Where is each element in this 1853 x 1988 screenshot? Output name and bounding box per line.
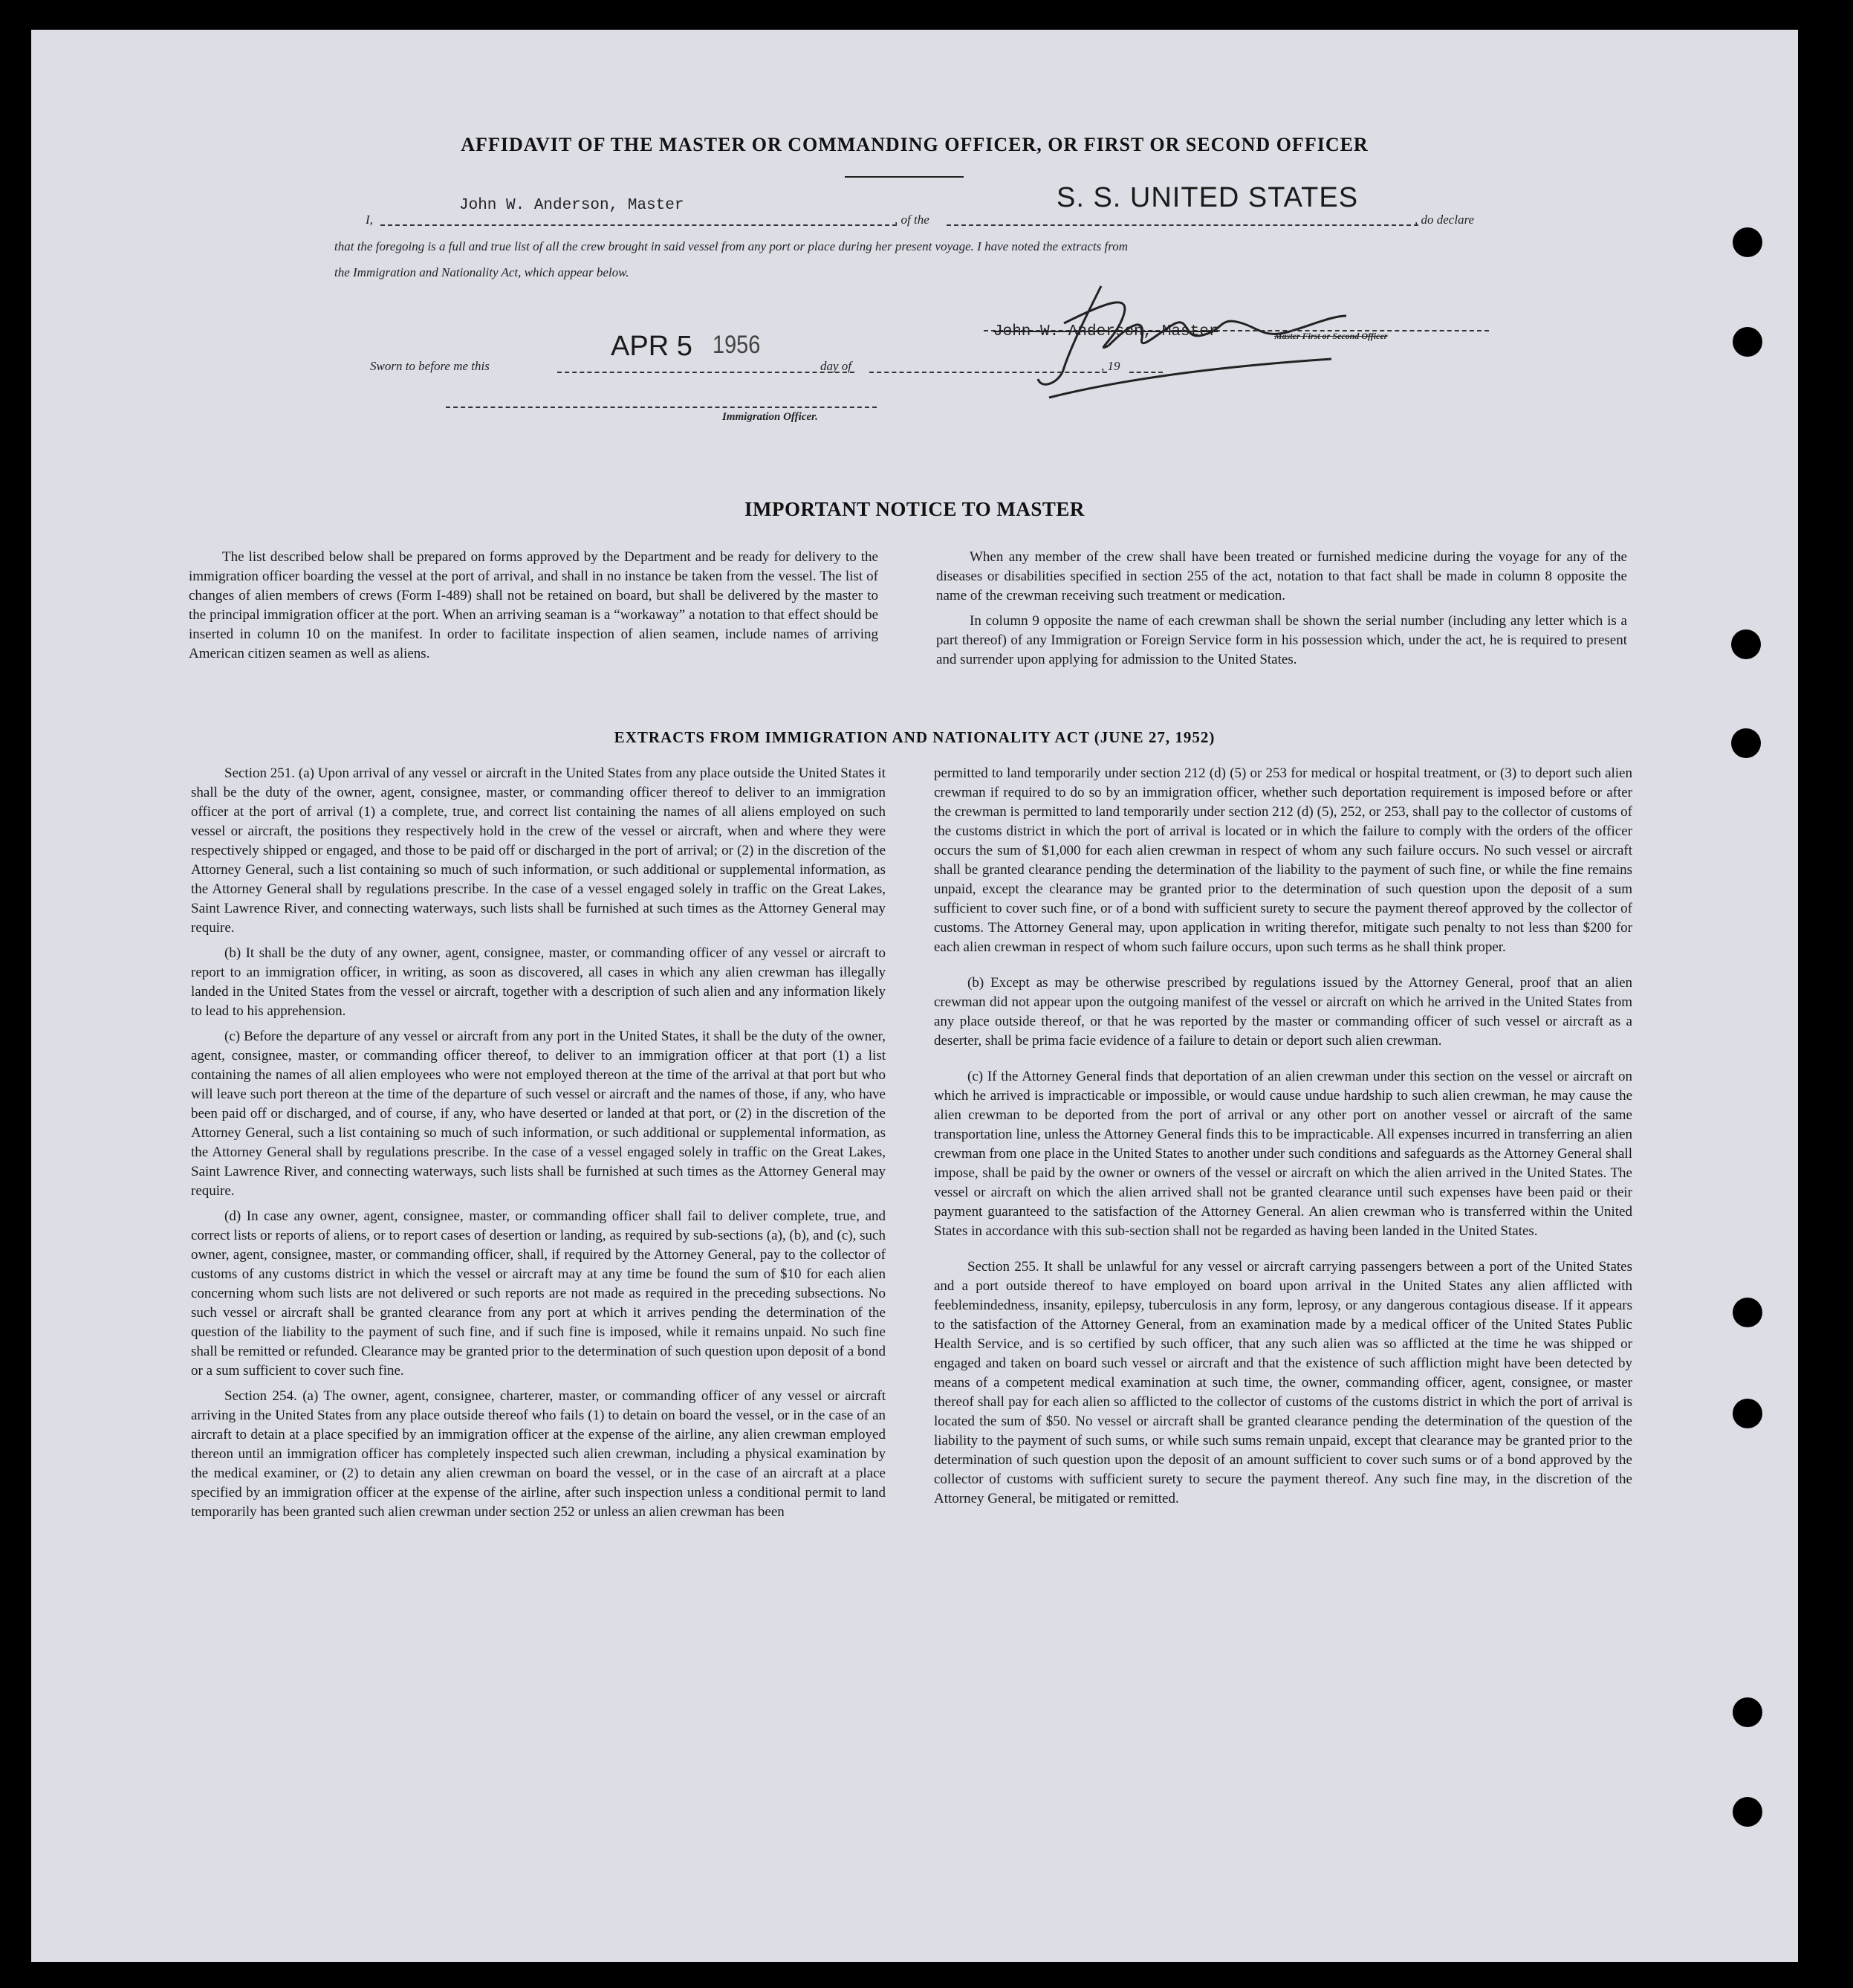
section-251-a: Section 251. (a) Upon arrival of any vessel or aircraft in the United States from any place outside the United States it shall be the duty of the owner, agent, consignee, master, or commanding officer thereof to deliver to an immigration officer at the port of arrival (1) a complete, true, and correct list containing the names of all aliens employed on such vessel or aircraft, the positions they respectively hold in the crew of the vessel or aircraft, when and where they were respectively shipped or engaged, and those to be paid off or discharged in the port of arrival; or (2) in the discretion of the Attorney General, such a list containing so much of such information, or such additional or supplemental information, as the Attorney General shall by regulations prescribe. In the case of a vessel engaged solely in traffic on the Great Lakes, Saint Lawrence River, and connecting waterways, such lists shall be furnished at such times as the Attorney General may require. — [191, 765, 886, 936]
punch-hole — [1733, 227, 1762, 257]
notice-right-column — [936, 548, 1627, 676]
section-254-a-cont: permitted to land temporarily under section 212 (d) (5) or 253 for medical or hospital treatment, or (3) to deport such alien crewman if required to do so by an immigration officer, whether such deportation requirement is imposed before or after the crewman is permitted to land temporarily under section 212 (d) (5), 252, or 253, shall pay to the collector of customs of the customs district in which the port of arrival is located or in which the failure to comply with the orders of the officer occurs the sum of $1,000 for each alien crewman in respect of whom any such failure occurs. No such vessel or aircraft shall be granted clearance pending the determination of the liability to the payment of such fine, or while the fine remains unpaid, except the clearance may be granted prior to the determination of such question upon the deposit of a sum sufficient to cover such fine, or of a bond with sufficient surety to secure the payment thereof approved by the collector of customs. The Attorney General may, upon application in writing therefor, mitigate such penalty to not less than $200 for each alien crewman in respect of whom such failure occurs, upon such terms as he shall think proper. — [934, 765, 1632, 955]
handwritten-signature — [1019, 271, 1376, 412]
year-stamp: 1956 — [713, 331, 761, 359]
declaration-line2: the Immigration and Nationality Act, which appear below. — [334, 265, 629, 279]
date-stamp: APR 5 — [611, 331, 692, 362]
declaration-line1: that the foregoing is a full and true list of all the crew brought in said vessel from any port or place during her present voyage. I have noted the extracts from — [334, 239, 1129, 253]
punch-hole — [1733, 1399, 1762, 1428]
sworn-label: Sworn to before me this — [370, 359, 490, 373]
sworn-date-blank — [557, 372, 854, 373]
extracts-left-column — [191, 764, 886, 1528]
title-rule — [845, 176, 964, 178]
vessel-blank — [947, 224, 1418, 226]
punch-hole — [1733, 1298, 1762, 1327]
notice-left-column — [189, 548, 878, 670]
punch-hole — [1733, 327, 1762, 357]
notice-right-paragraph-2: In column 9 opposite the name of each crewman shall be shown the serial number (including any letter which is a part thereof) of any Immigration or Foreign Service form in his possession which, under the act, he is required to present and surrender upon applying for admission to the United States. — [936, 613, 1627, 667]
do-declare-label: , do declare — [1415, 213, 1475, 227]
punch-hole — [1731, 629, 1761, 659]
punch-hole — [1733, 1697, 1762, 1727]
officer-signature-line — [446, 407, 877, 408]
punch-hole — [1731, 728, 1761, 758]
section-254-b: (b) Except as may be otherwise prescribed by regulations issued by the Attorney General, proof that an alien crewman did not appear upon the outgoing manifest of the vessel or aircraft on which he arrived in the United States from any place outside thereof, or that he was reported by the master or commanding officer of such vessel or aircraft as a deserter, shall be prima facie evidence of a failure to detain or deport such alien crewman. — [934, 975, 1632, 1049]
section-251-b: (b) It shall be the duty of any owner, agent, consignee, master, or commanding officer of any vessel or aircraft to report to an immigration officer, in writing, as soon as discovered, all cases in which any alien crewman has illegally landed in the United States from the vessel or aircraft, together with a description of such alien and any information likely to lead to his apprehension. — [191, 945, 886, 1019]
document-page — [31, 30, 1798, 1962]
of-the-label: , of the — [895, 213, 929, 227]
signature-role-struck: Master First or Second Officer — [1274, 331, 1388, 341]
year-blank — [1129, 372, 1163, 373]
name-blank — [380, 224, 897, 226]
notice-right-paragraph-1: When any member of the crew shall have been treated or furnished medicine during the voyage for any of the diseases or disabilities specified in section 255 of the act, notation to that fact shall be made in column 8 opposite the name of the crewman receiving such treatment or medication. — [936, 549, 1627, 603]
punch-hole — [1733, 1797, 1762, 1827]
day-of-label: day of — [820, 359, 852, 373]
month-blank — [869, 372, 1107, 373]
affidavit-title: AFFIDAVIT OF THE MASTER OR COMMANDING OFFICER, OR FIRST OR SECOND OFFICER — [461, 134, 1369, 155]
extracts-right-column — [934, 764, 1632, 1515]
section-255: Section 255. It shall be unlawful for any vessel or aircraft carrying passengers between a port of the United States and a port outside thereof to have employed on board upon arrival in the United States any alien afflicted with feeblemindedness, insanity, epilepsy, tuberculosis in any form, leprosy, or any dangerous contagious disease. If it appears to the satisfaction of the Attorney General, from an examination made by a medical officer of the United States Public Health Service, and is so certified by such officer, that any such alien was so afflicted at the time he was shipped or engaged and taken on board such vessel or aircraft and that the existence of such affliction might have been detected by means of a competent medical examination at such time, the owner, commanding officer, agent, consignee, or master thereof shall pay for each alien so afflicted to the collector of customs of the customs district in which the port of arrival is located the sum of $50. No vessel or aircraft shall be granted clearance pending the determination of the question of the liability to the payment of such sums, or while such sums remain unpaid, except that clearance may be granted prior to the determination of such question upon the deposit of an amount sufficient to cover such sums or of a bond approved by the collector of customs with sufficient surety to secure the payment thereof. Any such fine may, in the discretion of the Attorney General, be mitigated or remitted. — [934, 1259, 1632, 1506]
section-254-a: Section 254. (a) The owner, agent, consignee, charterer, master, or commanding officer of any vessel or aircraft arriving in the United States from any place outside thereof who fails (1) to detain on board the vessel, or in the case of an aircraft to detain at a place specified by an immigration officer at the expense of the airline, any alien crewman employed thereon until an immigration officer has completely inspected such alien crewman, including a physical examination by the medical examiner, or (2) to detain any alien crewman on board the vessel, or in the case of an aircraft at a place specified by an immigration officer at the expense of the airline, after such inspection unless a conditional permit to land temporarily has been granted such alien crewman under section 252 or unless an alien crewman has been — [191, 1388, 886, 1520]
section-251-c: (c) Before the departure of any vessel or aircraft from any port in the United States, it shall be the duty of the owner, agent, consignee, master, or commanding officer thereof, to deliver to an immigration officer at that port (1) a list containing the names of all alien employees who were not employed thereon at the time of the arrival at that port but who will leave such port thereon at the time of the departure of such vessel or aircraft and the names of those, if any, who have been paid off or discharged, and of course, if any, who have deserted or landed at that port, or (2) in the discretion of the Attorney General, such a list containing so much of such information, or such additional or supplemental information, as the Attorney General shall by regulations prescribe. In the case of a vessel engaged solely in traffic on the Great Lakes, Saint Lawrence River, and connecting waterways, such lists shall be furnished at such times as the Attorney General may require. — [191, 1029, 886, 1199]
signature-typed: John W. Anderson, Master — [993, 323, 1218, 340]
year-prefix-label: , 19 — [1101, 359, 1120, 373]
vessel-filled: S. S. UNITED STATES — [1057, 182, 1359, 213]
notice-title: IMPORTANT NOTICE TO MASTER — [744, 498, 1085, 520]
section-251-d: (d) In case any owner, agent, consignee, master, or commanding officer shall fail to deliver complete, true, and correct lists or reports of aliens, or to report cases of desertion or landing, as required by sub-sections (a), (b), and (c), such owner, agent, consignee, master, or commanding officer, shall, if required by the Attorney General, pay to the collector of customs of any customs district in which the vessel or aircraft may at any time be found the sum of $10 for each alien concerning whom such lists are not delivered or such reports are not made as required in the preceding subsections. No such vessel or aircraft shall be granted clearance from any port at which it arrives pending the determination of the question of the liability to the payment of such fine, and if such fine is imposed, while it remains unpaid. No such fine shall be remitted or refunded. Clearance may be granted prior to the determination of such question upon deposit of a bond or a sum sufficient to cover such fine. — [191, 1208, 886, 1379]
notice-left-paragraph: The list described below shall be prepared on forms approved by the Department and be ready for delivery to the immigration officer boarding the vessel at the port of arrival, and shall in no instance be taken from the vessel. The list of changes of alien members of crews (Form I-489) shall not be retained on board, but shall be delivered by the master to the principal immigration officer at the port. When an arriving seaman is a “workaway” a notation to that effect should be inserted in column 10 on the manifest. In order to facilitate inspection of alien seamen, include names of arriving American citizen seamen as well as aliens. — [189, 549, 878, 661]
officer-label: Immigration Officer. — [722, 411, 818, 423]
section-254-c: (c) If the Attorney General finds that deportation of an alien crewman under this section on the vessel or aircraft on which he arrived is impracticable or impossible, or would cause undue hardship to such alien crewman, he may cause the alien crewman to be deported from the port of arrival or any other port on another vessel or aircraft of the same transportation line, unless the Attorney General finds this to be impracticable. All expenses incurred in transferring an alien crewman from one place in the United States to another under such conditions and safeguards as the Attorney General shall impose, shall be paid by the owner or owners of the vessel or aircraft on which the alien arrived in the United States. The vessel or aircraft on which the alien arrived shall not be granted clearance until such expenses have been paid or their payment guaranteed to the satisfaction of the Attorney General. An alien crewman who is transferred within the United States in accordance with this sub-section shall not be regarded as having been landed in the United States. — [934, 1069, 1632, 1239]
extracts-title: EXTRACTS FROM IMMIGRATION AND NATIONALITY ACT (JUNE 27, 1952) — [614, 728, 1216, 746]
line1-prefix: I, — [366, 213, 373, 227]
name-filled: John W. Anderson, Master — [459, 197, 684, 214]
